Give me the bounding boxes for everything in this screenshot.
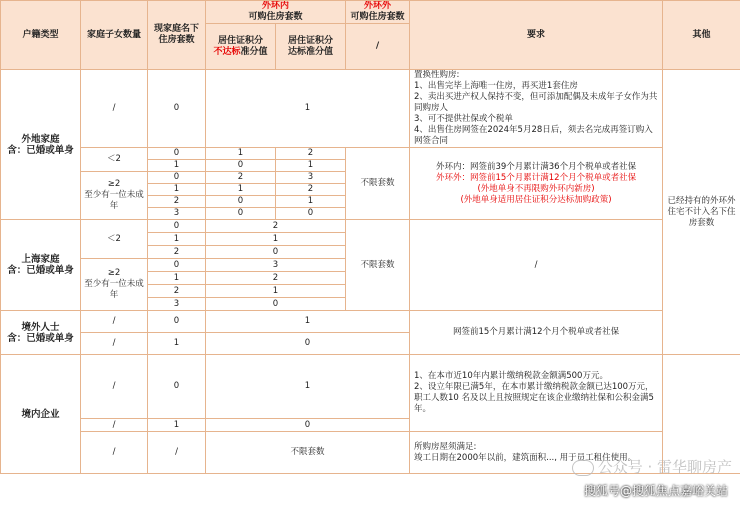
- section-shanghai: [1, 220, 81, 311]
- header-owned: 现家庭名下住房套数: [148, 1, 206, 70]
- purchasable-out-label: 可购住房套数: [350, 12, 405, 22]
- section-outside: [1, 70, 81, 220]
- enterprise-row-0: [1, 355, 740, 419]
- cell-above: 1: [276, 196, 346, 208]
- cell-owned: 0: [148, 220, 206, 233]
- cell-owned: 3: [148, 298, 206, 311]
- header-row-1: [1, 1, 740, 24]
- replacement-line-4: 4、出售住房网签在2024年5月28日后，须去名完成再签订购入网签合同: [414, 125, 653, 146]
- section-overseas: [1, 311, 81, 355]
- cell-value: 0: [206, 246, 346, 259]
- header-children: 家庭子女数量: [81, 1, 148, 70]
- cell-children: /: [81, 419, 148, 432]
- cell-owned: 2: [148, 196, 206, 208]
- cell-children: /: [81, 70, 148, 148]
- header-score-below: [206, 24, 276, 70]
- outside-label-2: 含：已婚或单身: [7, 144, 74, 156]
- cell-below: 0: [206, 160, 276, 172]
- outside-unlimited: 不限套数: [346, 148, 410, 220]
- outer-ring-out-label: 外环外: [364, 1, 392, 11]
- cell-below: 0: [206, 208, 276, 220]
- overseas-row-0: [1, 311, 740, 333]
- requirements-outside: [410, 148, 663, 220]
- purchasable-in-label: 可购住房套数: [248, 12, 303, 22]
- enterprise-last-line-1: 竣工日期在2000年以前，建筑面积..., 用于员工租住使用。: [414, 452, 637, 463]
- enterprise-line-1: 2、设立年限已满5年，在本市累计缴纳税款金额已达100万元，职工人数10 名及以上且按照规定在该企业缴纳社保和公积金满5年。: [414, 382, 654, 414]
- cell-value: 2: [206, 220, 346, 233]
- outside-out-requirement: 外环外：网签前15个月累计满12个月个税单或者社保: [435, 172, 637, 183]
- score-above-text-a: 居住证积分: [288, 35, 334, 46]
- cell-owned: 0: [148, 172, 206, 184]
- cell-below: 2: [206, 172, 276, 184]
- score-below-text-b: 不达标: [213, 46, 241, 57]
- cell-ge2: [81, 259, 148, 311]
- cell-owned: 1: [148, 333, 206, 355]
- faint-watermark-text: 公众号 · 雷华聊房产: [597, 458, 732, 476]
- enterprise-unlimited: 不限套数: [206, 432, 410, 474]
- ge2-line-1: ≥2: [107, 268, 121, 278]
- cell-owned: 1: [148, 233, 206, 246]
- cell-above: 3: [276, 172, 346, 184]
- score-below-text-c: 准分值: [240, 46, 268, 57]
- cell-owned: 2: [148, 246, 206, 259]
- cell-owned: 1: [148, 272, 206, 285]
- cell-owned: 2: [148, 285, 206, 298]
- outside-in-requirement: 外环内：网签前39个月累计满36个月个税单或者社保: [435, 161, 637, 172]
- requirements-replacement: [410, 70, 663, 148]
- cell-above: 0: [276, 208, 346, 220]
- cell-children: /: [81, 355, 148, 419]
- ge2-line-2: 至少有一位未成年: [84, 190, 144, 211]
- replacement-line-2: 2、卖出买进产权人保持不变，但可添加配偶及未成年子女作为共同购房人: [414, 92, 658, 113]
- requirements-shanghai: /: [410, 220, 663, 311]
- ge2-line-1: ≥2: [107, 179, 121, 189]
- cell-value: 3: [206, 259, 346, 272]
- shanghai-label-1: 上海家庭: [21, 254, 60, 265]
- header-other: 其他: [663, 1, 740, 70]
- overseas-label-1: 境外人士: [21, 321, 60, 333]
- outside-note-1: (外地单身不再限购外环内新房): [477, 183, 595, 194]
- wechat-icon: [572, 460, 594, 476]
- overseas-label-2: 含：已婚或单身: [7, 332, 74, 344]
- requirements-overseas: 网签前15个月累计满12个月个税单或者社保: [410, 311, 663, 355]
- outer-ring-in-label: 外环内: [262, 1, 290, 11]
- replacement-line-1: 1、出售完毕上海唯一住房，再买进1套住房: [414, 81, 578, 91]
- cell-lt2: ＜2: [81, 220, 148, 259]
- cell-value: 1: [206, 285, 346, 298]
- cell-value: 2: [206, 272, 346, 285]
- cell-above: 2: [276, 148, 346, 160]
- section-enterprise: 境内企业: [1, 355, 81, 474]
- cell-owned: 0: [148, 259, 206, 272]
- cell-above: 2: [276, 184, 346, 196]
- cell-owned: 0: [148, 148, 206, 160]
- cell-owned: 3: [148, 208, 206, 220]
- shanghai-label-2: 含：已婚或单身: [7, 265, 74, 276]
- shanghai-unlimited: 不限套数: [346, 220, 410, 311]
- cell-children: /: [81, 432, 148, 474]
- cell-children: /: [81, 311, 148, 333]
- cell-below: 1: [206, 184, 276, 196]
- cell-owned: 0: [148, 70, 206, 148]
- cell-owned: 1: [148, 160, 206, 172]
- cell-value: 0: [206, 419, 410, 432]
- cell-children: /: [81, 333, 148, 355]
- cell-owned: 0: [148, 355, 206, 419]
- requirements-enterprise: [410, 355, 663, 432]
- header-outer-ring-out: [346, 1, 410, 24]
- outside-label-1: 外地家庭: [21, 133, 60, 145]
- header-outer-ring-in: [206, 1, 346, 24]
- cell-owned: /: [148, 432, 206, 474]
- cell-lt2: ＜2: [81, 148, 148, 172]
- cell-owned: 1: [148, 184, 206, 196]
- faint-watermark: [572, 456, 732, 477]
- cell-below: 0: [206, 196, 276, 208]
- cell-below: 1: [206, 148, 276, 160]
- cell-value: 1: [206, 311, 410, 333]
- replacement-line-0: 置换性购房:: [414, 70, 460, 80]
- cell-above: 1: [276, 160, 346, 172]
- header-slash: /: [346, 24, 410, 70]
- outside-lt2-row-0: [1, 148, 740, 160]
- cell-owned: 0: [148, 311, 206, 333]
- header-score-above: [276, 24, 346, 70]
- cell-value: 1: [206, 70, 410, 148]
- score-above-text-b: 达标准分值: [288, 46, 334, 57]
- replacement-line-3: 3、可不提供社保或个税单: [414, 114, 513, 124]
- enterprise-last-line-0: 所购房屋须满足:: [414, 441, 477, 452]
- outside-note-2: (外地单身适用居住证积分达标加购政策): [460, 194, 612, 205]
- enterprise-line-0: 1、在本市近10年内累计缴纳税款金额满500万元。: [414, 371, 608, 381]
- header-requirements: 要求: [410, 1, 663, 70]
- cell-ge2: [81, 172, 148, 220]
- cell-value: 0: [206, 333, 410, 355]
- sohu-watermark: 搜狐号@搜狐焦点嘉峪关站: [583, 484, 728, 498]
- score-below-text-a: 居住证积分: [217, 35, 263, 46]
- cell-value: 0: [206, 298, 346, 311]
- cell-owned: 1: [148, 419, 206, 432]
- other-note: 已经持有的外环外住宅不计入名下住房套数: [663, 70, 740, 355]
- ge2-line-2: 至少有一位未成年: [84, 279, 144, 300]
- outside-row-replacement: [1, 70, 740, 148]
- header-hukou: 户籍类型: [1, 1, 81, 70]
- shanghai-lt2-row-0: [1, 220, 740, 233]
- cell-value: 1: [206, 233, 346, 246]
- cell-value: 1: [206, 355, 410, 419]
